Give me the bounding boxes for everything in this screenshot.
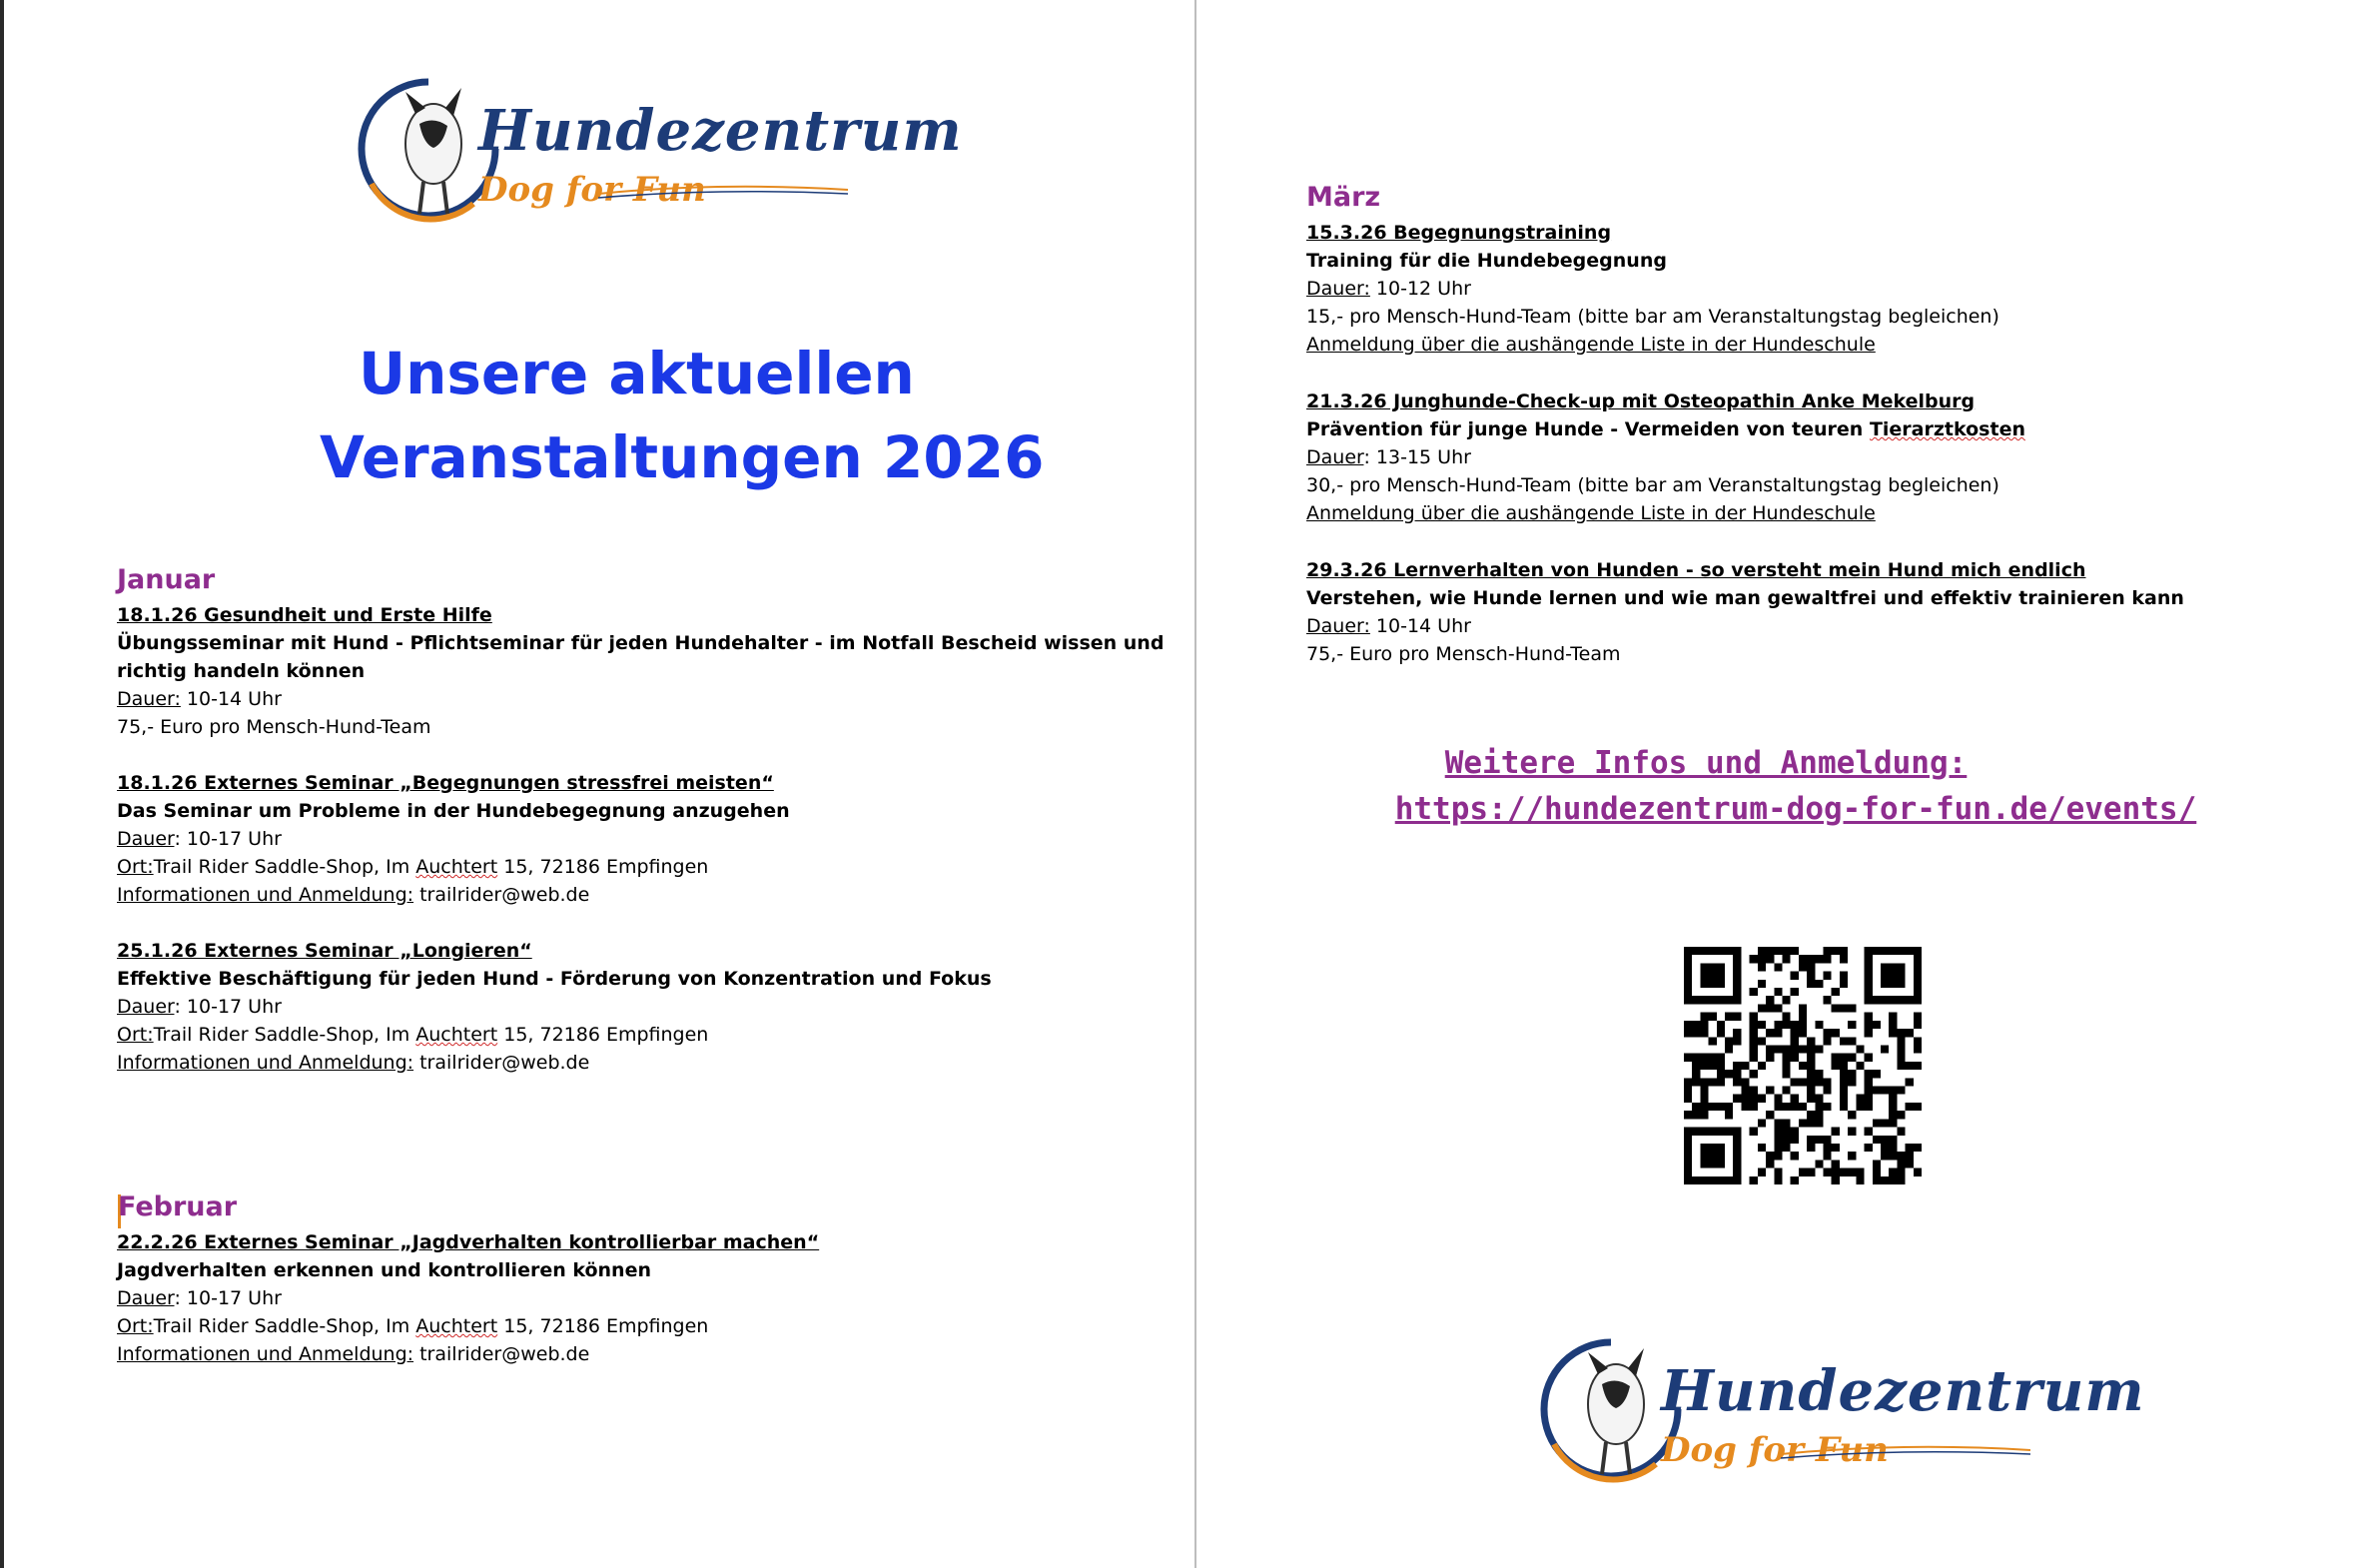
location-label: Ort: bbox=[117, 1024, 154, 1046]
page-2 bbox=[1196, 0, 2377, 1568]
event-januar-2 bbox=[117, 769, 790, 909]
event-heading: 22.2.26 Externes Seminar „Jagdverhalten kontrollierbar machen“ bbox=[117, 1231, 820, 1253]
event-registration: Anmeldung über die aushängende Liste in der Hundeschule bbox=[1306, 334, 1876, 356]
event-price: 75,- Euro pro Mensch-Hund-Team bbox=[117, 716, 431, 738]
month-maerz: März bbox=[1306, 182, 1381, 213]
duration-label: Dauer bbox=[117, 1287, 175, 1309]
duration-value: : 13-15 Uhr bbox=[1363, 446, 1471, 468]
event-duration bbox=[117, 1284, 819, 1312]
spellcheck-word: Auchtert bbox=[415, 1024, 498, 1046]
event-maerz-2 bbox=[1306, 388, 2025, 527]
qr-code[interactable] bbox=[1684, 947, 1922, 1184]
duration-label: Dauer: bbox=[1306, 278, 1370, 300]
duration-label: Dauer: bbox=[117, 688, 181, 710]
event-description: Übungsseminar mit Hund - Pflichtseminar für jeden Hundehalter - im Notfall Bescheid wissen und bbox=[117, 632, 1165, 654]
event-heading: 15.3.26 Begegnungstraining bbox=[1306, 222, 1612, 244]
month-februar: Februar bbox=[118, 1191, 238, 1222]
event-description: Verstehen, wie Hunde lernen und wie man gewaltfrei und effektiv trainieren kann bbox=[1306, 587, 2184, 609]
duration-value: : 10-17 Uhr bbox=[174, 1287, 282, 1309]
month-januar: Januar bbox=[117, 564, 216, 595]
logo-bottom bbox=[1526, 1328, 2145, 1498]
event-location: Ort:Trail Rider Saddle-Shop, Im Auchtert 15, 72186 Empfingen bbox=[117, 1315, 709, 1337]
event-januar-1 bbox=[117, 601, 1164, 741]
event-januar-3 bbox=[117, 937, 992, 1077]
event-duration bbox=[1306, 443, 2025, 471]
event-duration bbox=[117, 993, 992, 1021]
spellcheck-word: Auchtert bbox=[415, 856, 498, 878]
event-heading: 18.1.26 Externes Seminar „Begegnungen stressfrei meisten“ bbox=[117, 772, 774, 794]
spellcheck-word: Tierarztkosten bbox=[1869, 418, 2025, 440]
page-1 bbox=[4, 0, 1194, 1568]
event-heading: 21.3.26 Junghunde-Check-up mit Osteopathin Anke Mekelburg bbox=[1306, 391, 1976, 412]
event-description: Effektive Beschäftigung für jeden Hund - Förderung von Konzentration und Fokus bbox=[117, 968, 992, 990]
duration-value: 10-14 Uhr bbox=[1369, 615, 1471, 637]
event-description: Training für die Hundebegegnung bbox=[1306, 250, 1667, 272]
duration-value: 10-14 Uhr bbox=[180, 688, 282, 710]
logo-tagline-text: Dog for Fun bbox=[478, 170, 706, 210]
event-duration bbox=[1306, 275, 1999, 303]
duration-value: 10-12 Uhr bbox=[1369, 278, 1471, 300]
duration-value: : 10-17 Uhr bbox=[174, 996, 282, 1018]
page-title-line1: Unsere aktuellen bbox=[359, 340, 915, 407]
event-location: Ort:Trail Rider Saddle-Shop, Im Auchtert 15, 72186 Empfingen bbox=[117, 1024, 709, 1046]
event-description-cont: richtig handeln können bbox=[117, 660, 366, 682]
contact-label: Informationen und Anmeldung: bbox=[117, 1343, 414, 1365]
event-heading: 18.1.26 Gesundheit und Erste Hilfe bbox=[117, 604, 492, 626]
events-url-link[interactable]: https://hundezentrum-dog-for-fun.de/events/ bbox=[1394, 791, 2197, 827]
event-price: 75,- Euro pro Mensch-Hund-Team bbox=[1306, 643, 1621, 665]
duration-label: Dauer bbox=[1306, 446, 1364, 468]
duration-label: Dauer bbox=[117, 996, 175, 1018]
contact-email: trailrider@web.de bbox=[413, 884, 590, 906]
event-heading: 25.1.26 Externes Seminar „Longieren“ bbox=[117, 940, 532, 962]
event-maerz-3 bbox=[1306, 556, 2184, 668]
location-label: Ort: bbox=[117, 856, 154, 878]
contact-email: trailrider@web.de bbox=[413, 1052, 590, 1074]
event-contact bbox=[117, 881, 790, 909]
event-duration bbox=[117, 685, 1164, 713]
event-maerz-1 bbox=[1306, 219, 1999, 359]
event-price: 15,- pro Mensch-Hund-Team (bitte bar am Veranstaltungstag begleichen) bbox=[1306, 306, 1999, 328]
event-registration: Anmeldung über die aushängende Liste in der Hundeschule bbox=[1306, 502, 1876, 524]
duration-value: : 10-17 Uhr bbox=[174, 828, 282, 850]
logo bbox=[344, 68, 963, 238]
event-contact bbox=[117, 1340, 819, 1368]
spellcheck-word: Auchtert bbox=[415, 1315, 498, 1337]
page-title-line2: Veranstaltungen 2026 bbox=[320, 423, 1045, 491]
duration-label: Dauer bbox=[117, 828, 175, 850]
more-info-heading: Weitere Infos und Anmeldung: bbox=[1444, 745, 1968, 781]
logo-tagline-text: Dog for Fun bbox=[1661, 1430, 1889, 1470]
duration-label: Dauer: bbox=[1306, 615, 1370, 637]
contact-label: Informationen und Anmeldung: bbox=[117, 1052, 414, 1074]
event-description: Jagdverhalten erkennen und kontrollieren können bbox=[117, 1259, 651, 1281]
logo-brand-text: Hundezentrum bbox=[478, 98, 963, 164]
event-duration bbox=[1306, 612, 2184, 640]
event-description: Das Seminar um Probleme in der Hundebegegnung anzugehen bbox=[117, 800, 790, 822]
event-location: Ort:Trail Rider Saddle-Shop, Im Auchtert 15, 72186 Empfingen bbox=[117, 856, 709, 878]
event-description: Prävention für junge Hunde - Vermeiden von teuren Tierarztkosten bbox=[1306, 418, 2025, 440]
logo-swoosh bbox=[1781, 1440, 2030, 1464]
logo-swoosh bbox=[598, 180, 848, 204]
location-label: Ort: bbox=[117, 1315, 154, 1337]
contact-email: trailrider@web.de bbox=[413, 1343, 590, 1365]
event-contact bbox=[117, 1049, 992, 1077]
event-februar-1 bbox=[117, 1228, 819, 1368]
event-price: 30,- pro Mensch-Hund-Team (bitte bar am Veranstaltungstag begleichen) bbox=[1306, 474, 1999, 496]
logo-brand-text: Hundezentrum bbox=[1661, 1358, 2145, 1424]
event-duration bbox=[117, 825, 790, 853]
contact-label: Informationen und Anmeldung: bbox=[117, 884, 414, 906]
event-heading: 29.3.26 Lernverhalten von Hunden - so versteht mein Hund mich endlich bbox=[1306, 559, 2086, 581]
